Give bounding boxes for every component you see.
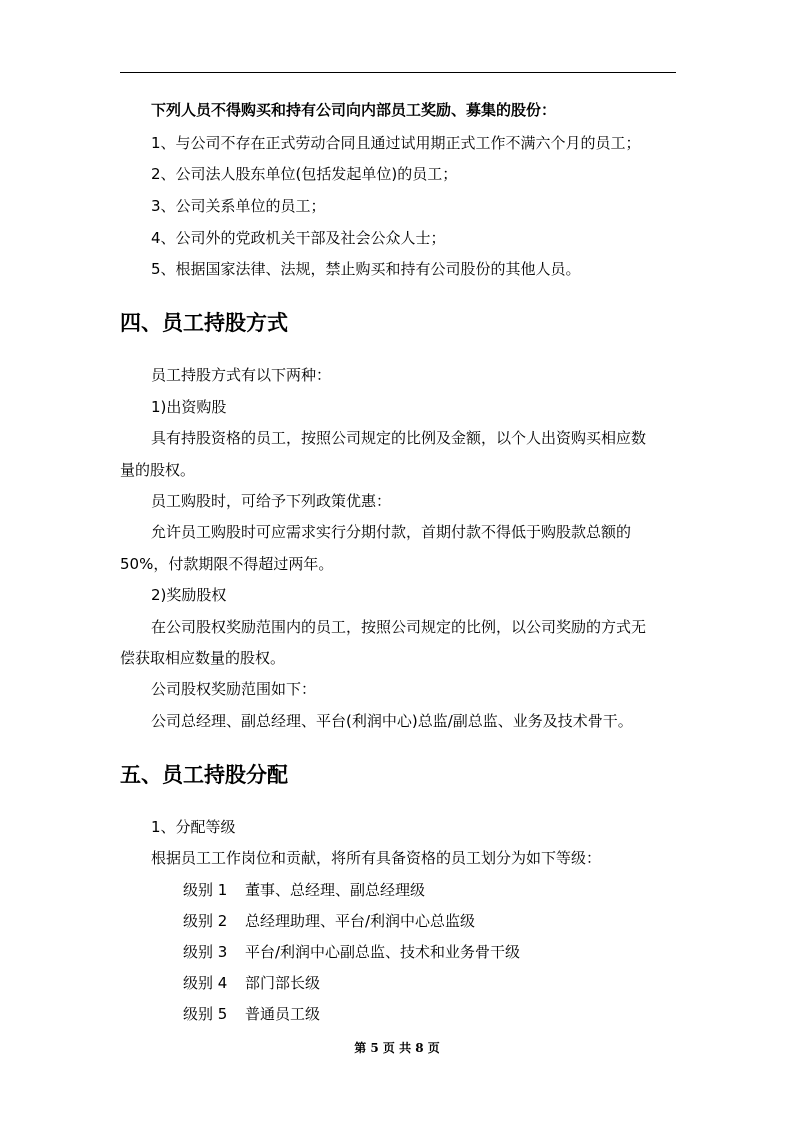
grade-label: 级别 2 (183, 912, 228, 930)
grade-row-3 (183, 942, 520, 962)
grade-desc: 部门部长级 (245, 974, 321, 992)
intro-item-1: 1、与公司不存在正式劳动合同且通过试用期正式工作不满六个月的员工； (151, 134, 641, 152)
section4-sub2-scope: 公司总经理、副总经理、平台(利润中心)总监/副总监、业务及技术骨干。 (151, 712, 633, 730)
section4-sub2-para-line2: 偿获取相应数量的股权。 (120, 649, 286, 667)
intro-item-2: 2、公司法人股东单位(包括发起单位)的员工； (151, 165, 458, 183)
section4-intro: 员工持股方式有以下两种： (151, 366, 332, 384)
header-rule (120, 72, 676, 73)
grade-label: 级别 4 (183, 974, 228, 992)
grade-label: 级别 1 (183, 881, 228, 899)
grade-label: 级别 3 (183, 943, 228, 961)
grade-row-5 (183, 1004, 320, 1024)
grade-label: 级别 5 (183, 1005, 228, 1023)
grade-desc: 总经理助理、平台/利润中心总监级 (245, 912, 476, 930)
section5-heading: 五、员工持股分配 (120, 763, 288, 787)
grade-desc: 普通员工级 (245, 1005, 321, 1023)
grade-row-2 (183, 911, 475, 931)
section5-sub1-intro: 根据员工工作岗位和贡献，将所有具备资格的员工划分为如下等级： (151, 849, 602, 867)
section4-sub1-policy-intro: 员工购股时，可给予下列政策优惠： (151, 492, 392, 510)
section4-heading: 四、员工持股方式 (120, 311, 288, 335)
page-number: 第 5 页 共 8 页 (354, 1041, 440, 1055)
section4-sub1-title: 1)出资购股 (151, 398, 227, 416)
section4-sub1-policy-line2: 50%，付款期限不得超过两年。 (120, 555, 334, 573)
grade-desc: 董事、总经理、副总经理级 (245, 881, 426, 899)
section4-sub1-policy-line1: 允许员工购股时可应需求实行分期付款，首期付款不得低于购股款总额的 (151, 523, 632, 541)
intro-heading: 下列人员不得购买和持有公司向内部员工奖励、募集的股份： (151, 101, 557, 119)
section4-sub2-title: 2)奖励股权 (151, 586, 227, 604)
section4-sub1-para-line1: 具有持股资格的员工，按照公司规定的比例及金额，以个人出资购买相应数 (151, 429, 647, 447)
intro-item-5: 5、根据国家法律、法规，禁止购买和持有公司股份的其他人员。 (151, 260, 581, 278)
intro-item-4: 4、公司外的党政机关干部及社会公众人士； (151, 229, 446, 247)
grade-row-1 (183, 880, 425, 900)
section4-sub2-scope-intro: 公司股权奖励范围如下： (151, 680, 317, 698)
intro-item-3: 3、公司关系单位的员工； (151, 197, 326, 215)
grade-desc: 平台/利润中心副总监、技术和业务骨干级 (245, 943, 521, 961)
section4-sub2-para-line1: 在公司股权奖励范围内的员工，按照公司规定的比例，以公司奖励的方式无 (151, 618, 647, 636)
section5-sub1-title: 1、分配等级 (151, 818, 236, 836)
section4-sub1-para-line2: 量的股权。 (120, 461, 196, 479)
grade-row-4 (183, 973, 320, 993)
